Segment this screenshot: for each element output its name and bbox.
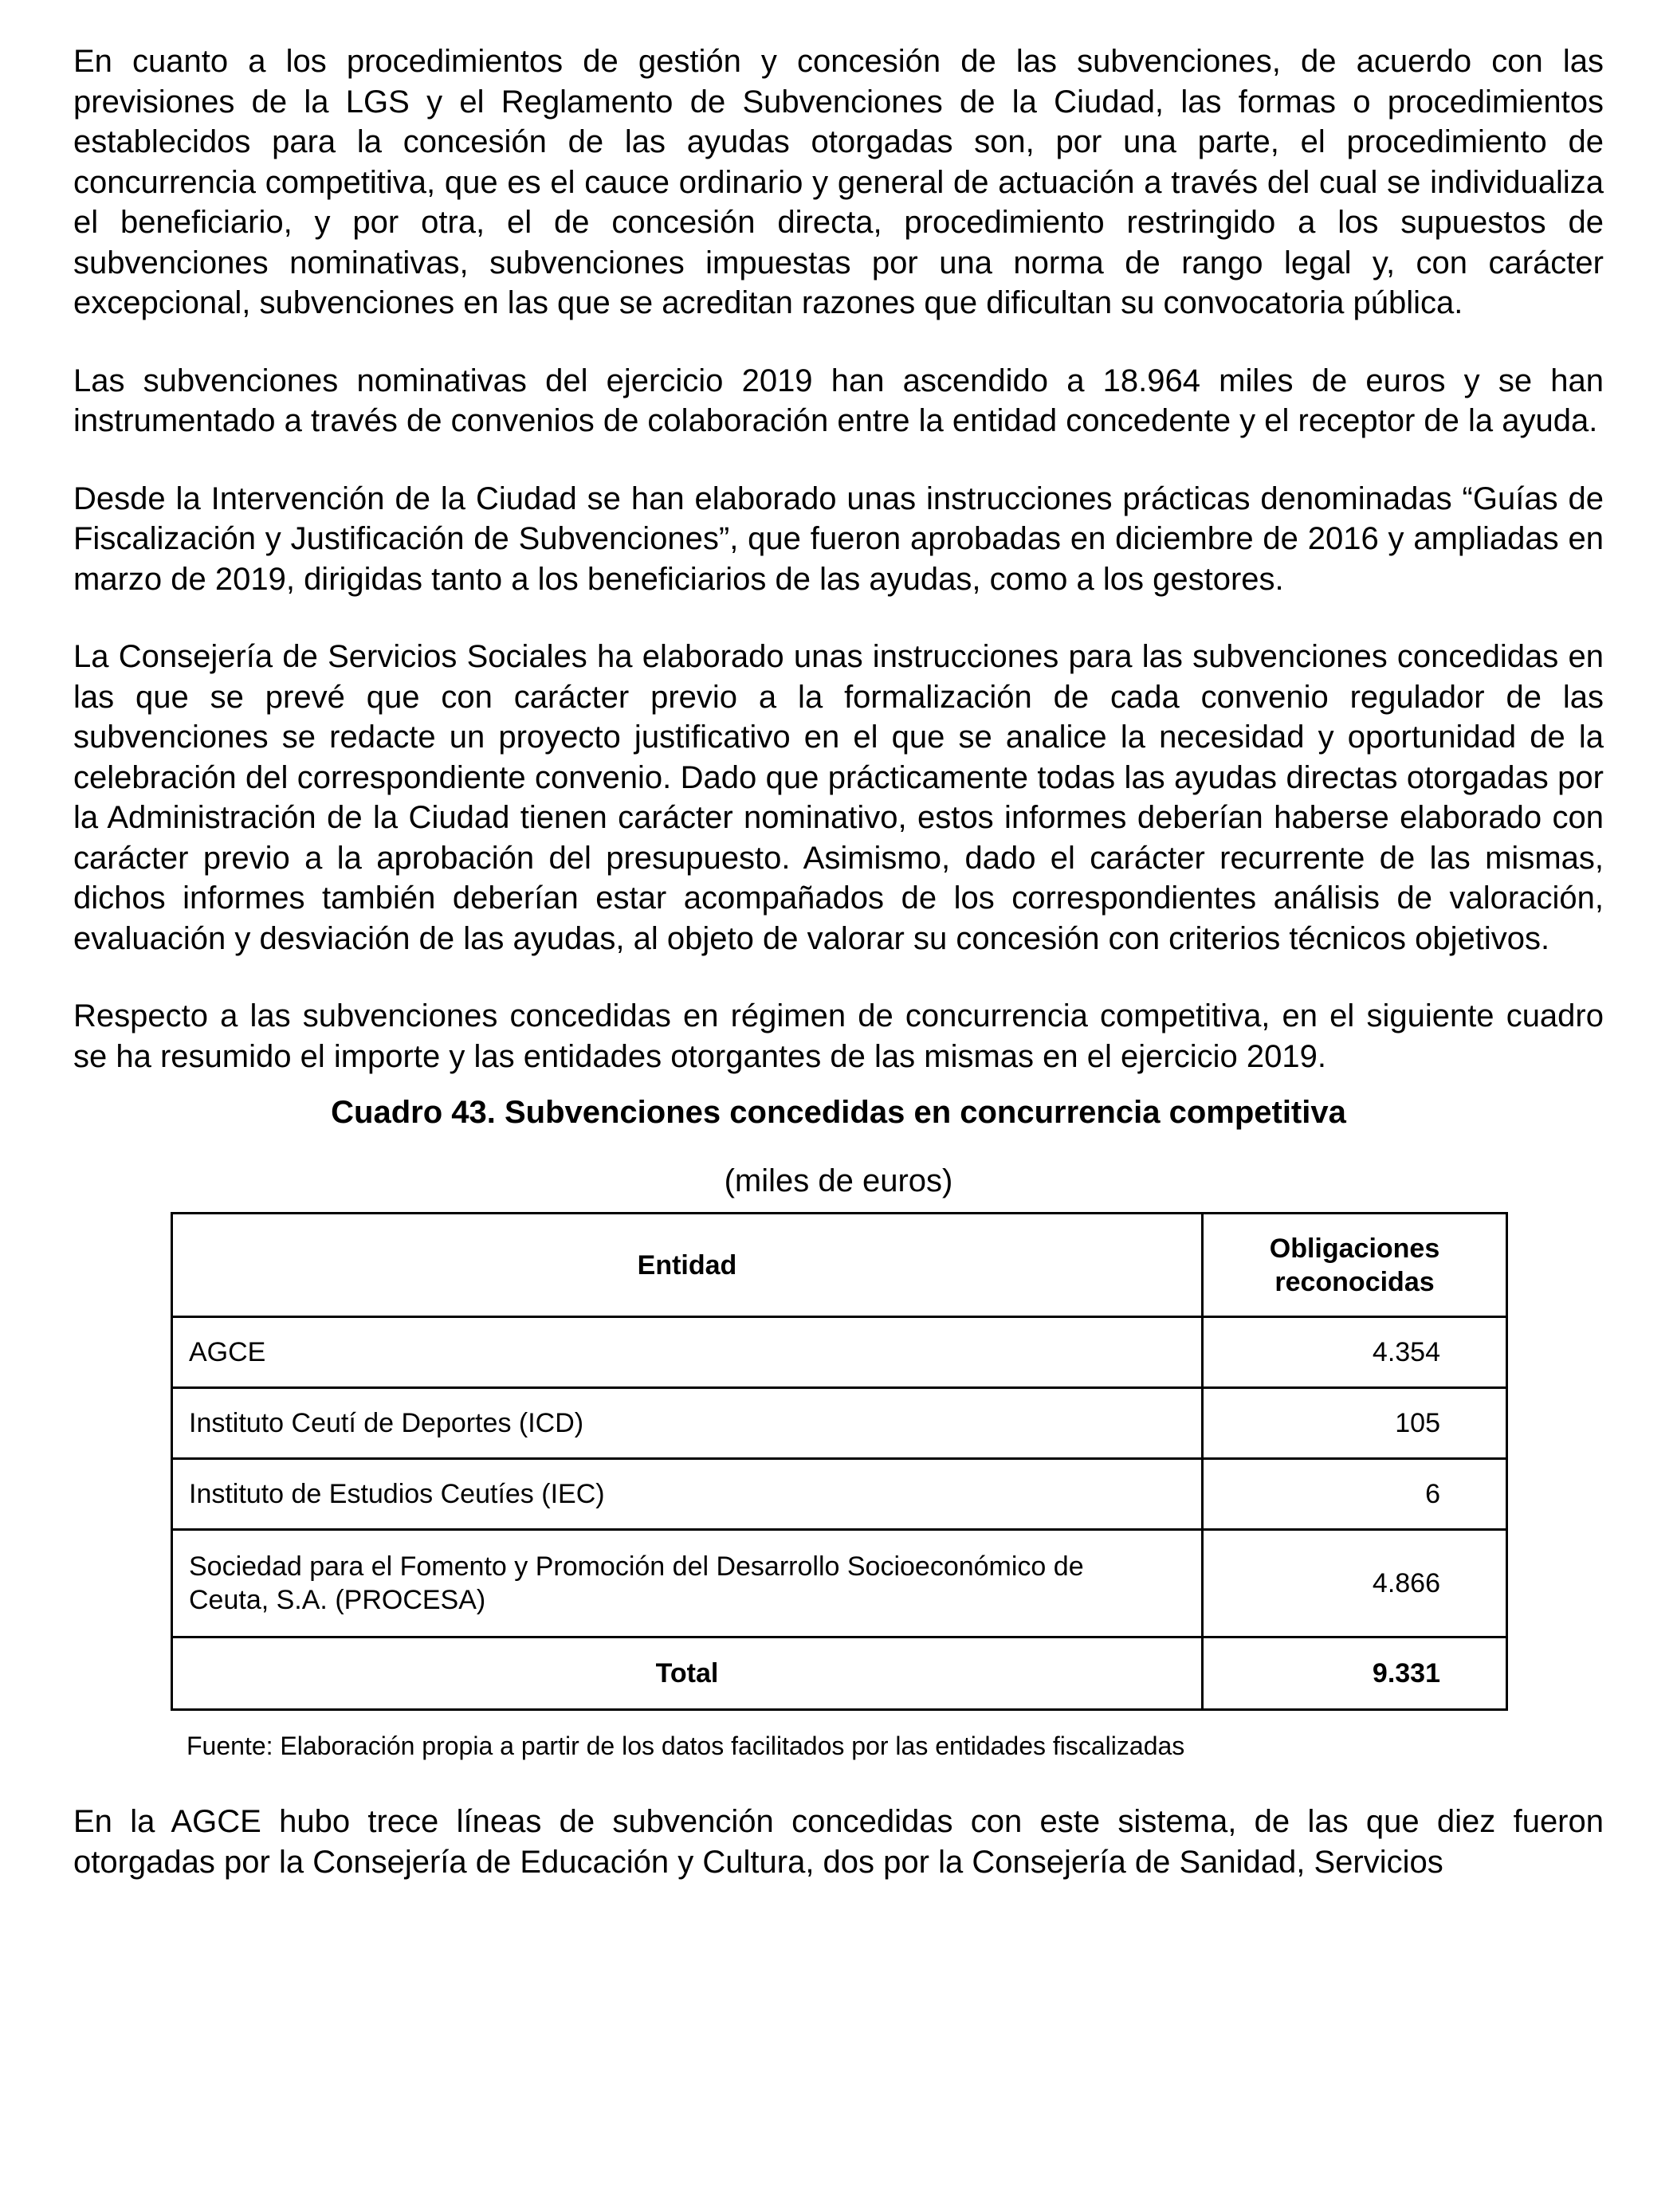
- header-obligaciones: [1203, 1214, 1507, 1317]
- paragraph-procedimientos: En cuanto a los procedimientos de gestión y concesión de las subvenciones, de acuerdo con las previsiones de la LGS y el Reglamento de Subvenciones de la Ciudad, las formas o procedimientos establecidos para la concesión de las ayudas otorgadas son, por una parte, el procedimiento de concurrencia competitiva, que es el cauce ordinario y general de actuación a través del cual se individualiza el beneficiario, y por otra, el de concesión directa, procedimiento restringido a los supuestos de subvenciones nominativas, subvenciones impuestas por una norma de rango legal y, con carácter excepcional, subvenciones en las que se acreditan razones que dificultan su convocatoria pública.: [73, 44, 1604, 320]
- row-entity: [172, 1530, 1203, 1637]
- total-label: Total: [172, 1637, 1203, 1710]
- row-value: 4.866: [1203, 1530, 1507, 1637]
- table-row: [172, 1317, 1507, 1388]
- table-header-row: [172, 1214, 1507, 1317]
- table-row: [172, 1388, 1507, 1459]
- row-value: 4.354: [1203, 1317, 1507, 1388]
- table-container: [171, 1212, 1508, 1711]
- header-obligaciones-line1: Obligaciones: [1269, 1233, 1440, 1264]
- row-entity: Instituto de Estudios Ceutíes (IEC): [172, 1459, 1203, 1530]
- table-unit: (miles de euros): [724, 1163, 953, 1198]
- table-source: Fuente: Elaboración propia a partir de los datos facilitados por las entidades fiscalizadas: [187, 1732, 1185, 1760]
- table-row: [172, 1530, 1507, 1637]
- header-obligaciones-line2: reconocidas: [1274, 1266, 1435, 1297]
- paragraph-servicios-sociales: La Consejería de Servicios Sociales ha elaborado unas instrucciones para las subvenciones concedidas en las que se prevé que con carácter previo a la formalización de cada convenio regulador de las subvenciones se redacte un proyecto justificativo en el que se analice la necesidad y oportunidad de la celebración del correspondiente convenio. Dado que prácticamente todas las ayudas directas otorgadas por la Administración de la Ciudad tienen carácter nominativo, estos informes deberían haberse elaborado con carácter previo a la aprobación del presupuesto. Asimismo, dado el carácter recurrente de las mismas, dichos informes también deberían estar acompañados de los correspondientes análisis de valoración, evaluación y desviación de las ayudas, al objeto de valorar su concesión con criterios técnicos objetivos.: [73, 639, 1604, 956]
- row-value: 6: [1203, 1459, 1507, 1530]
- table-total-row: [172, 1637, 1507, 1710]
- header-entidad: Entidad: [172, 1214, 1203, 1317]
- document-page: [73, 41, 1604, 1882]
- row-entity-line1: Sociedad para el Fomento y Promoción del Desarrollo Socioeconómico de: [189, 1551, 1084, 1582]
- paragraph-agce: En la AGCE hubo trece líneas de subvención concedidas con este sistema, de las que diez fueron otorgadas por la Consejería de Educación y Cultura, dos por la Consejería de Sanidad, Servicios: [73, 1804, 1604, 1880]
- row-entity: Instituto Ceutí de Deportes (ICD): [172, 1388, 1203, 1459]
- subvenciones-table: [171, 1212, 1508, 1711]
- row-entity-line2: Ceuta, S.A. (PROCESA): [189, 1585, 486, 1615]
- table-row: [172, 1459, 1507, 1530]
- row-value: 105: [1203, 1388, 1507, 1459]
- paragraph-intervencion: Desde la Intervención de la Ciudad se han elaborado unas instrucciones prácticas denominadas “Guías de Fiscalización y Justificación de Subvenciones”, que fueron aprobadas en diciembre de 2016 y ampliadas en marzo de 2019, dirigidas tanto a los beneficiarios de las ayudas, como a los gestores.: [73, 480, 1604, 597]
- paragraph-concurrencia: Respecto a las subvenciones concedidas en régimen de concurrencia competitiva, en el siguiente cuadro se ha resumido el importe y las entidades otorgantes de las mismas en el ejercicio 2019.: [73, 998, 1604, 1074]
- row-entity: AGCE: [172, 1317, 1203, 1388]
- total-value: 9.331: [1203, 1637, 1507, 1710]
- table-title: Cuadro 43. Subvenciones concedidas en concurrencia competitiva: [331, 1095, 1346, 1130]
- paragraph-nominativas: Las subvenciones nominativas del ejercicio 2019 han ascendido a 18.964 miles de euros y se han instrumentado a través de convenios de colaboración entre la entidad concedente y el receptor de la ayuda.: [73, 363, 1604, 438]
